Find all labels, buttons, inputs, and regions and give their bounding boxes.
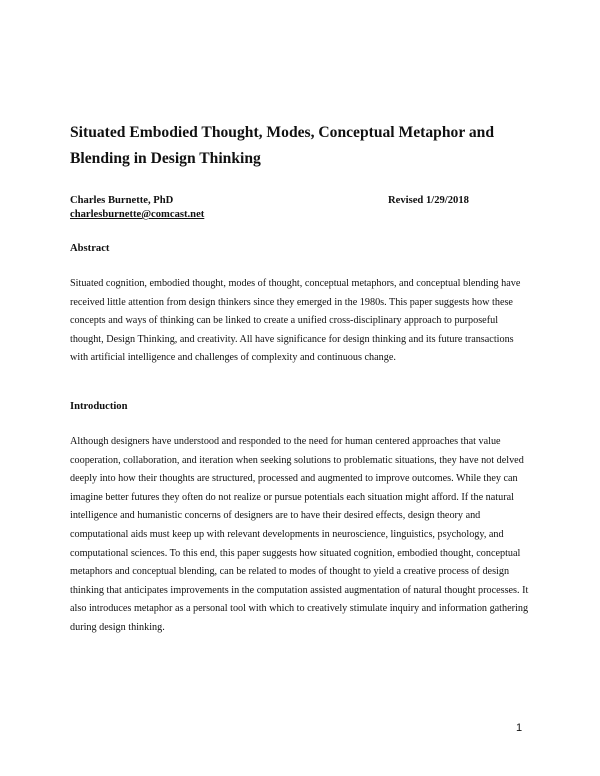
introduction-paragraph: Although designers have understood and responded to the need for human centered approaches that value cooperation, collaboration, and iteration when seeking solutions to problematic situations, they have not delved deeply into how their thoughts are structured, processed and augmented to improve outcomes. While they can imagine better futures they often do not realize or pursue potentials each situation might afford. If the natural intelligence and humanistic concerns of designers are to have their desired effects, design theory and computational aids must keep up with relevant developments in neuroscience, linguistics, psychology, and computational sciences. To this end, this paper suggests how situated cognition, embodied thought, conceptual metaphors and conceptual blending, can be related to modes of thought to yield a creative process of design thinking that anticipates improvements in the computation assisted augmentation of natural thought processes. It also introduces metaphor as a personal tool with which to creatively stimulate inquiry and information gathering during design thinking. [70,436,529,633]
abstract-heading: Abstract [70,243,110,254]
author-name: Charles Burnette, PhD [70,195,174,206]
revised-date: Revised 1/29/2018 [388,195,469,206]
author-email-link[interactable]: charlesburnette@comcast.net [70,209,205,220]
abstract-paragraph: Situated cognition, embodied thought, modes of thought, conceptual metaphors, and conceptual blending have received little attention from design thinkers since they emerged in the 1980s. This paper suggests how these concepts and ways of thinking can be linked to create a unified cross-disciplinary approach to purposeful thought, Design Thinking, and creativity. All have significance for design thinking and its future transactions with artificial intelligence and challenges of complexity and continuous change. [70,278,521,364]
introduction-heading: Introduction [70,401,128,412]
paper-title: Situated Embodied Thought, Modes, Conceptual Metaphor and Blending in Design Thinking [70,124,494,167]
page-number: 1 [516,722,523,734]
